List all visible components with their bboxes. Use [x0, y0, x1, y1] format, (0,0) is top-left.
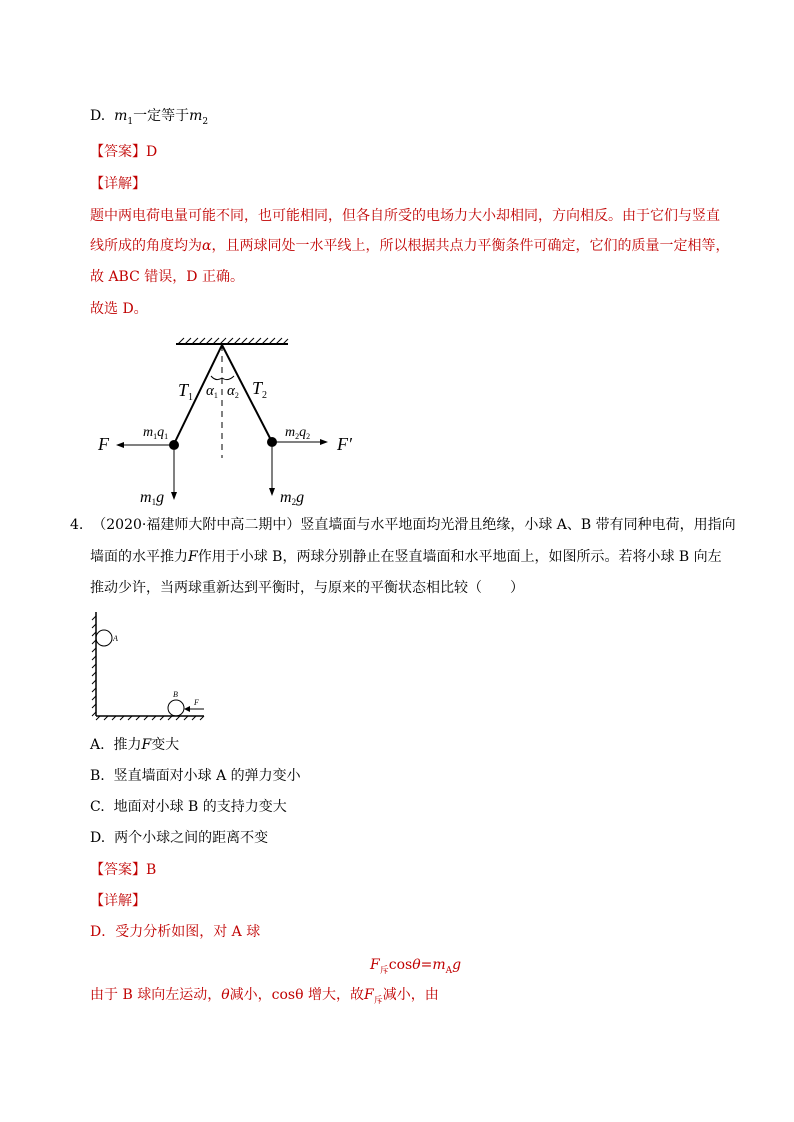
label-m2q2: $m_2q_2$ [285, 425, 311, 441]
equation: $F_斥\cos\theta=m_Ag$ [370, 957, 462, 976]
label-F: F [194, 698, 199, 707]
wall-and-floor [92, 612, 204, 720]
explanation-line-2: 线所成的角度均为α，且两球同处一水平线上，所以根据共点力平衡条件可确定，它们的质量一定相等， [90, 238, 730, 254]
last-line: 由于 B 球向左运动，θ减小，cosθ 增大，故$F_斥$减小，由 [90, 987, 439, 1006]
explanation-line-3: 故 ABC 错误，D 正确。 [90, 269, 244, 285]
label-T1: $T_1$ [178, 380, 194, 403]
label-alpha2: $\alpha_2$ [227, 383, 239, 400]
detail-header-q4: 【详解】 [90, 893, 146, 909]
label-m1q1: $m_1q_1$ [143, 425, 169, 441]
option-d: D. $m_1$一定等于$m_2$ [90, 108, 209, 127]
q4-option-b: B. 竖直墙面对小球 A 的弹力变小 [90, 768, 301, 784]
label-m2g: m2g [280, 489, 305, 507]
explanation-line-1: 题中两电荷电量可能不同，也可能相同，但各自所受的电场力大小却相同，方向相反。由于它们与竖直 [90, 208, 720, 224]
force-F-arrowhead [184, 706, 190, 712]
q4-stem-line-3: 推动少许，当两球重新达到平衡时，与原来的平衡状态相比较（ ） [90, 580, 524, 596]
conclusion-q3: 故选 D。 [90, 301, 148, 317]
label-m1g: m1g [140, 489, 165, 507]
label-T2: $T_2$ [252, 378, 268, 401]
ball-B [168, 700, 184, 716]
label-F-left: F [98, 434, 109, 454]
label-B: B [173, 690, 178, 699]
answer-q4: 【答案】B [90, 862, 157, 878]
q4-option-c: C. 地面对小球 B 的支持力变大 [90, 799, 287, 815]
q4-stem-line-2: 墙面的水平推力F作用于小球 B，两球分别静止在竖直墙面和水平地面上，如图所示。若将小球 B 向左 [90, 549, 722, 565]
answer-q3: 【答案】D [90, 144, 158, 160]
q4-option-d: D. 两个小球之间的距离不变 [90, 830, 269, 846]
ball-A [96, 630, 112, 646]
label-alpha1: $\alpha_1$ [206, 383, 218, 400]
detail-header-q3: 【详解】 [90, 176, 146, 192]
analysis-line: D．受力分析如图，对 A 球 [90, 924, 261, 940]
q4-option-a: A. 推力F变大 [90, 737, 180, 753]
q4-stem-line-1: 4. （2020·福建师大附中高二期中）竖直墙面与水平地面均光滑且绝缘，小球 A、B 带有同种电荷，用指向 [70, 517, 736, 533]
label-F-right: F′ [337, 434, 352, 454]
label-A: A [113, 634, 118, 643]
